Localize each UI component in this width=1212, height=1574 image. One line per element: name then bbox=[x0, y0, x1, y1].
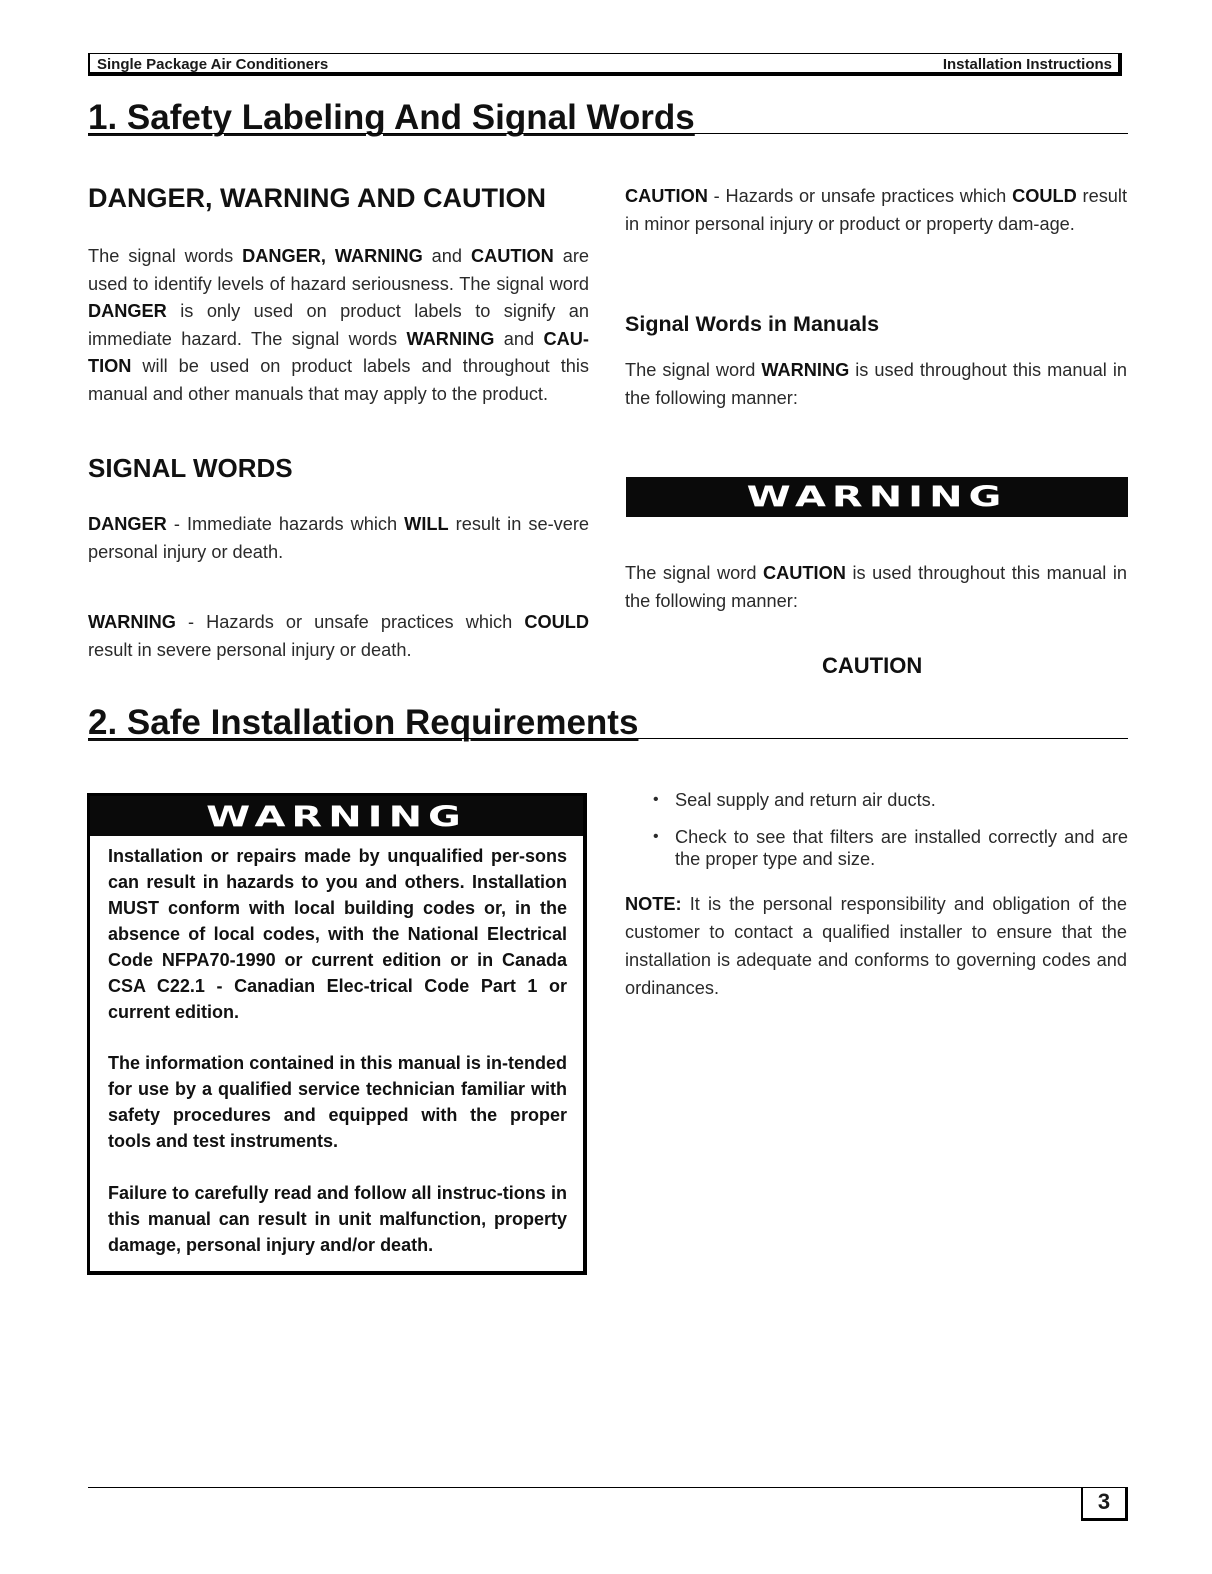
text-run: are used to identify levels of hazard seriousness. The signal word bbox=[88, 246, 590, 294]
warning-box-paragraph-3: Failure to carefully read and follow all instruc-tions in this manual can result in unit malfunction, property damage, personal injury and/or death. bbox=[108, 1183, 567, 1255]
bold-term: WARNING bbox=[88, 612, 176, 632]
footer-rule bbox=[88, 1487, 1128, 1488]
bold-term: DANGER bbox=[88, 514, 167, 534]
text-run: is only used on product labels to signify an immediate hazard. The signal words bbox=[88, 301, 589, 349]
warning-banner-example bbox=[626, 477, 1128, 517]
header-section-title: Installation Instructions bbox=[942, 56, 1112, 73]
bold-term: CAUTION bbox=[470, 246, 554, 266]
bold-term: COULD bbox=[1012, 186, 1077, 206]
text-run: and bbox=[494, 328, 544, 349]
danger-definition bbox=[88, 511, 589, 566]
text-run: is used throughout this manual in the following manner: bbox=[625, 360, 1127, 408]
dwc-heading: DANGER, WARNING AND CAUTION bbox=[88, 183, 546, 213]
bold-term: WARNING bbox=[761, 360, 850, 380]
section1-title: 1. Safety Labeling And Signal Words bbox=[88, 98, 695, 137]
text-run: It is the personal responsibility and obligation of the customer to contact a qualified installer to ensure that the installation is adequate and conforms to governing codes and ordinances. bbox=[625, 894, 1127, 998]
text-run: - Immediate hazards which bbox=[166, 514, 405, 534]
bold-term: CAUTION bbox=[625, 186, 708, 206]
section2-title-rule bbox=[88, 738, 1128, 739]
text-run: - Hazards or unsafe practices which bbox=[175, 612, 525, 632]
text-run: and bbox=[422, 246, 471, 266]
header-document-title: Single Package Air Conditioners bbox=[97, 56, 329, 73]
warning-banner-example-text: WARNING bbox=[746, 480, 1008, 514]
text-run: The signal words bbox=[88, 246, 243, 266]
note-paragraph bbox=[625, 890, 1127, 1002]
bold-term: CAU-TION bbox=[88, 328, 589, 376]
text-run: is used throughout this manual in the following manner: bbox=[625, 563, 1127, 611]
warning-definition bbox=[88, 609, 589, 664]
text-run: The signal word bbox=[625, 360, 762, 380]
text-run: result in se-vere personal injury or death. bbox=[88, 514, 590, 562]
warning-box-paragraph-1: Installation or repairs made by unqualified per-sons can result in hazards to you and others. Installation MUST conform with local building codes or, in the absence of local codes, with the National Electrical Code NFPA70-1990 or current edition or in Canada CSA C22.1 - Canadian Elec-trical Code Part 1 or current edition. bbox=[108, 846, 567, 1022]
warning-box-paragraph-2: The information contained in this manual is in-tended for use by a qualified service technician familiar with safety procedures and equipped with the proper tools and test instruments. bbox=[108, 1053, 567, 1151]
bold-term: WARNING bbox=[406, 328, 495, 349]
dwc-paragraph bbox=[88, 243, 589, 408]
installation-warning-banner bbox=[90, 796, 583, 836]
signal-words-in-manuals-heading: Signal Words in Manuals bbox=[625, 312, 880, 336]
installation-warning-box bbox=[87, 793, 587, 1275]
text-run: - Hazards or unsafe practices which bbox=[707, 186, 1013, 206]
bold-term: NOTE: bbox=[625, 894, 682, 914]
manuals-caution-paragraph bbox=[625, 560, 1127, 615]
installation-warning-banner-text: WARNING bbox=[206, 800, 467, 834]
running-header bbox=[88, 53, 1122, 76]
section1-title-rule bbox=[88, 133, 1128, 134]
text-run: The signal word bbox=[625, 563, 764, 583]
bold-term: DANGER bbox=[88, 301, 167, 321]
bold-term: CAUTION bbox=[763, 563, 846, 583]
installation-bullet-list bbox=[650, 789, 1128, 885]
caution-label-example: CAUTION bbox=[822, 653, 923, 678]
bold-term: WILL bbox=[404, 514, 449, 534]
caution-definition bbox=[625, 183, 1127, 238]
bold-term: DANGER, WARNING bbox=[242, 246, 423, 266]
text-run: result in minor personal injury or product or property dam-age. bbox=[625, 186, 1127, 234]
text-run: result in severe personal injury or death. bbox=[88, 639, 412, 660]
text-run: will be used on product labels and throughout this manual and other manuals that may apply to the product. bbox=[88, 356, 589, 404]
section2-title: 2. Safe Installation Requirements bbox=[88, 703, 639, 742]
bullet-check-filters: • Check to see that filters are installed correctly and are the proper type and size. bbox=[650, 826, 1128, 870]
bullet-seal-ducts: • Seal supply and return air ducts. bbox=[650, 789, 1128, 811]
bold-term: COULD bbox=[524, 612, 589, 632]
signal-words-heading: SIGNAL WORDS bbox=[88, 453, 293, 483]
manuals-warning-paragraph bbox=[625, 357, 1127, 412]
page-number: 3 bbox=[1081, 1487, 1128, 1521]
